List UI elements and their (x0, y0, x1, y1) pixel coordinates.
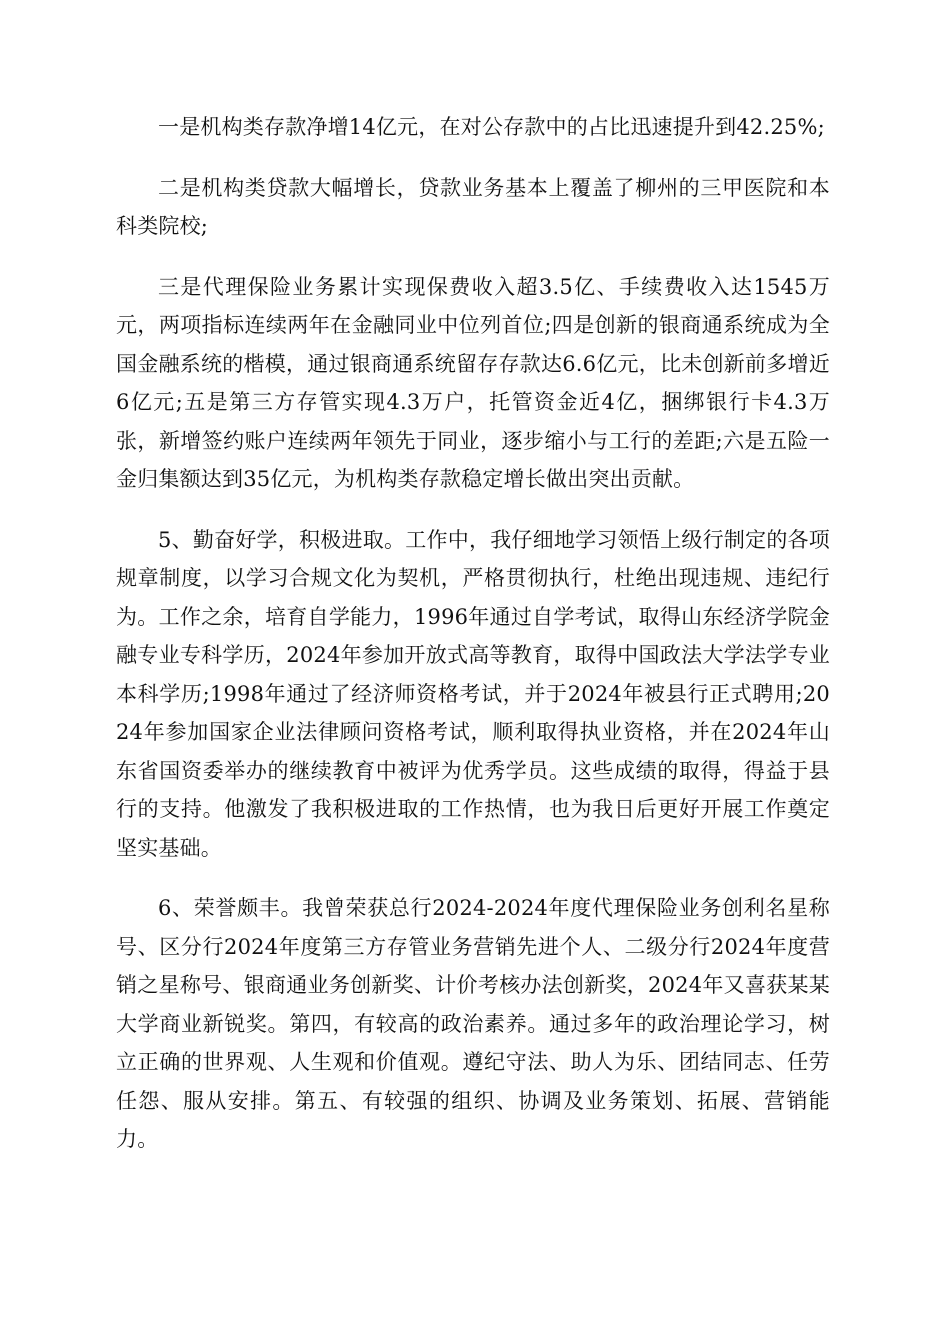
paragraph-institutional-deposits: 一是机构类存款净增14亿元，在对公存款中的占比迅速提升到42.25%; (158, 115, 825, 139)
paragraph-honors: 6、荣誉颇丰。我曾荣获总行2024-2024年度代理保险业务创利名星称号、区分行2024年度第三方存管业务营销先进个人、二级分行2024年度营销之星称号、银商通业务创新奖、计价考核办法创新奖，2024年又喜获某某大学商业新锐奖。第四，有较高的政治素养。通过多年的政治理论学习，树立正确的世界观、人生观和价值观。遵纪守法、助人为乐、团结同志、任劳任怨、服从安排。第五、有较强的组织、协调及业务策划、拓展、营销能力。 (116, 896, 830, 1151)
paragraph-study-progress: 5、勤奋好学，积极进取。工作中，我仔细地学习领悟上级行制定的各项规章制度，以学习合规文化为契机，严格贯彻执行，杜绝出现违规、违纪行为。工作之余，培育自学能力，1996年通过自学考试，取得山东经济学院金融专业专科学历，2024年参加开放式高等教育，取得中国政法大学法学专业本科学历;1998年通过了经济师资格考试，并于2024年被县行正式聘用;2024年参加国家企业法律顾问资格考试，顺利取得执业资格，并在2024年山东省国资委举办的继续教育中被评为优秀学员。这些成绩的取得，得益于县行的支持。他激发了我积极进取的工作热情，也为我日后更好开展工作奠定坚实基础。 (116, 527, 830, 860)
paragraph-insurance-agency: 三是代理保险业务累计实现保费收入超3.5亿、手续费收入达1545万元，两项指标连续两年在金融同业中位列首位;四是创新的银商通系统成为全国金融系统的楷模，通过银商通系统留存存款达6.6亿元，比未创新前多增近6亿元;五是第三方存管实现4.3万户，托管资金近4亿，捆绑银行卡4.3万张，新增签约账户连续两年领先于同业，逐步缩小与工行的差距;六是五险一金归集额达到35亿元，为机构类存款稳定增长做出突出贡献。 (116, 274, 830, 491)
document-page (116, 108, 830, 1181)
paragraph-institutional-loans: 二是机构类贷款大幅增长，贷款业务基本上覆盖了柳州的三甲医院和本科类院校; (116, 175, 830, 238)
